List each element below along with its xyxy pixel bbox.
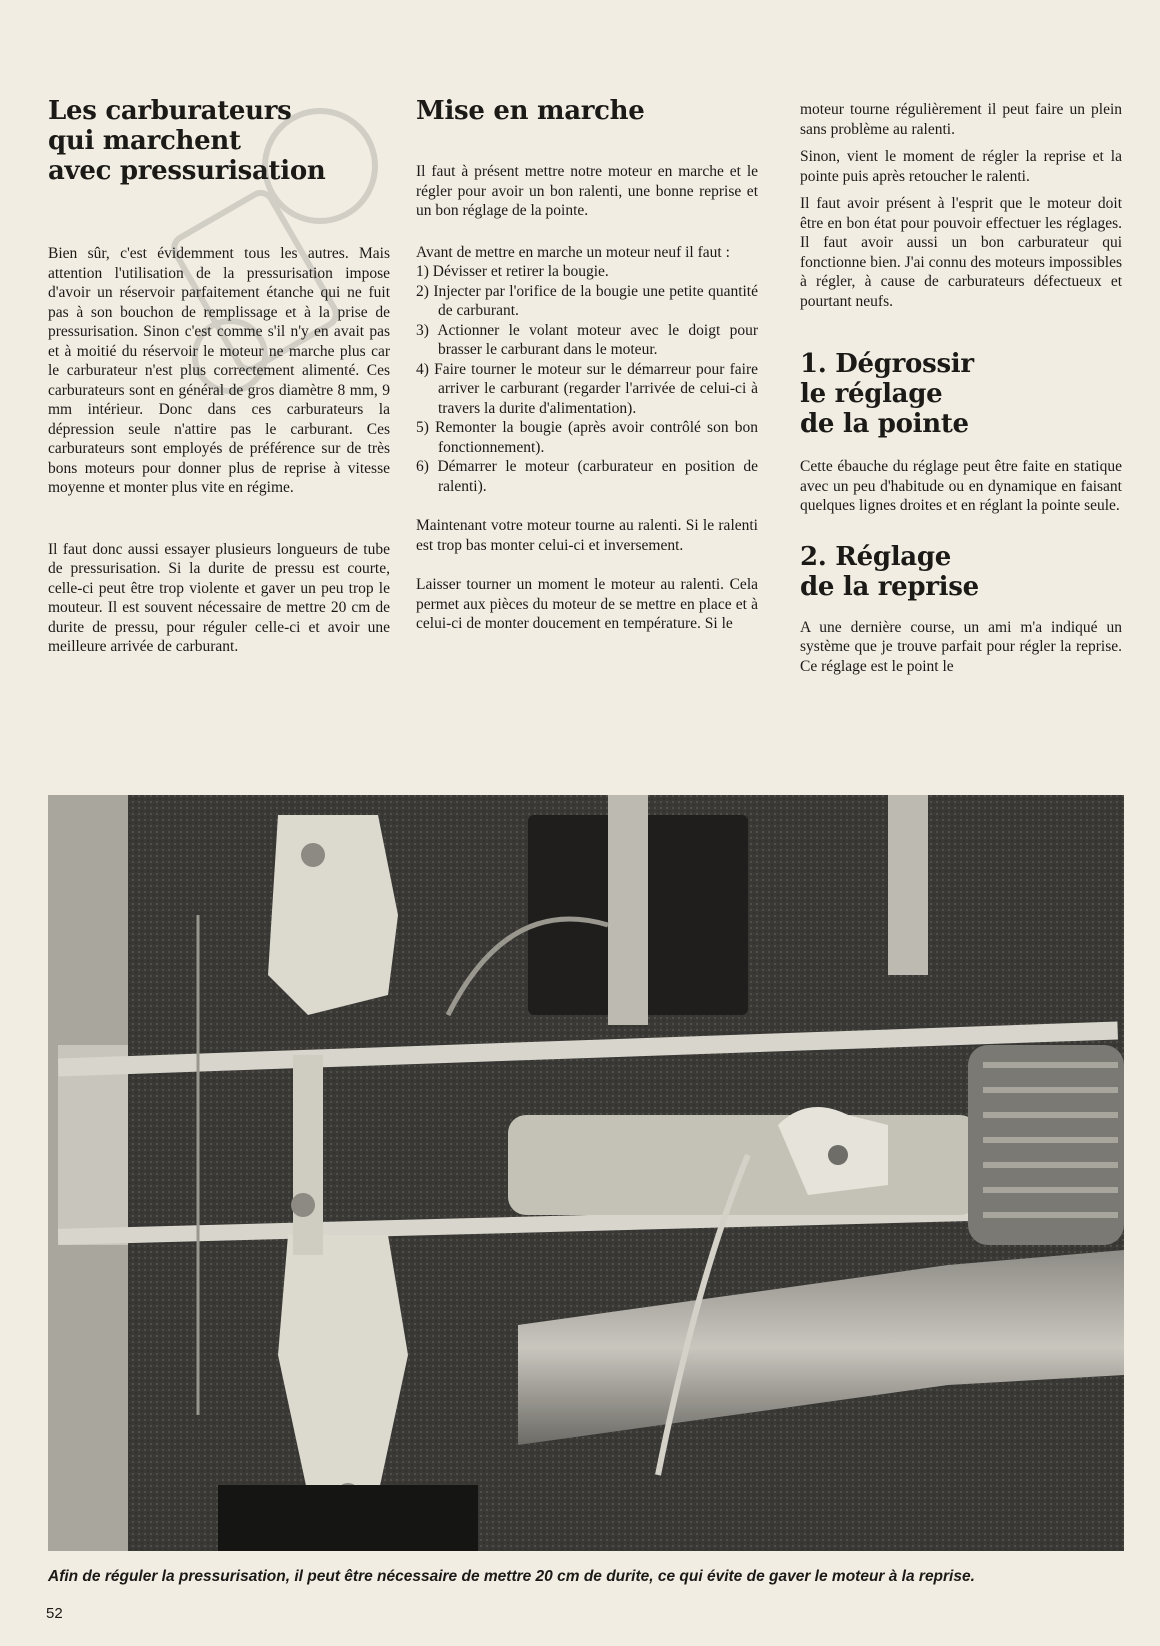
paragraph: Bien sûr, c'est évidemment tous les autres. Mais attention l'utilisation de la pressurisation impose d'avoir un réservoir parfaitement étanche qui ne fuit pas à son bouchon de remplissage et à la prise de pressurisation. Sinon c'est comme s'il n'y en avait pas et à moitié du réservoir le moteur ne marche plus car le carburateur n'est plus correctement alimenté. Ces carburateurs sont en général de gros diamètre 8 mm, 9 mm intérieur. Donc dans ces carburateurs la dépression seule n'attire pas le carburant. Ces carburateurs sont employés de préférence sur de très bons moteurs pour donner plus de reprise à vitesse moyenne et monter plus vite en régime.: [48, 245, 390, 496]
paragraph: Cette ébauche du réglage peut être faite en statique avec un peu d'habitude ou en dynamique en faisant quelques lignes droites et en réglant la pointe seule.: [800, 458, 1122, 514]
page-number: 52: [46, 1605, 63, 1622]
paragraph: Il faut à présent mettre notre moteur en marche et le régler pour avoir un bon ralenti, une bonne reprise et un bon réglage de la pointe.: [416, 163, 758, 219]
list-item: 3) Actionner le volant moteur avec le doigt pour brasser le carburant dans le moteur.: [416, 321, 758, 358]
paragraph: Il faut donc aussi essayer plusieurs longueurs de tube de pressurisation. Si la durite de pressu est courte, celle-ci peut être trop violente et gaver un peu trop le mouteur. Il est souvent nécessaire de mettre 20 cm de durite de pressu, pour réguler celle-ci et avoir une meilleure arrivée de carburant.: [48, 540, 390, 655]
photo-caption: Afin de réguler la pressurisation, il peut être nécessaire de mettre 20 cm de durite, ce qui évite de gaver le moteur à la reprise.: [48, 1568, 975, 1585]
paragraph: moteur tourne régulièrement il peut faire un plein sans problème au ralenti.: [800, 101, 1122, 138]
column-1: [48, 96, 390, 657]
list-item: 4) Faire tourner le moteur sur le démarreur pour faire arriver le carburant (regarder l'arrivée de celui-ci à travers la durite d'alimentation).: [416, 360, 758, 417]
paragraph: A une dernière course, un ami m'a indiqué un système que je trouve parfait pour régler la reprise. Ce réglage est le point le: [800, 618, 1122, 675]
paragraph: Sinon, vient le moment de régler la reprise et la pointe puis après retoucher le ralenti.: [800, 148, 1122, 185]
list-item: 5) Remonter la bougie (après avoir contrôlé son bon fonctionnement).: [416, 419, 758, 456]
list-item: 6) Démarrer le moteur (carburateur en position de ralenti).: [416, 458, 758, 495]
paragraph: Laisser tourner un moment le moteur au ralenti. Cela permet aux pièces du moteur de se mettre en place et à celui-ci de monter doucement en température. Si le: [416, 576, 758, 632]
steps-list: [416, 262, 758, 496]
column-3: [800, 100, 1122, 676]
heading-reglage-reprise: 2. Réglage de la reprise: [800, 541, 979, 602]
heading-mise-en-marche: Mise en marche: [416, 96, 645, 126]
paragraph: Il faut avoir présent à l'esprit que le moteur doit être en bon état pour pouvoir effectuer les réglages. Il faut avoir aussi un bon carburateur qui fonctionne bien. J'ai connu des moteurs impossibles à régler, à cause de carburateurs défectueux et pourtant neufs.: [800, 195, 1122, 310]
chassis-photo-illustration: [48, 795, 1124, 1551]
list-item: 1) Dévisser et retirer la bougie.: [416, 263, 609, 280]
paragraph: Maintenant votre moteur tourne au ralenti. Si le ralenti est trop bas monter celui-ci et inversement.: [416, 517, 758, 554]
heading-degrossir: 1. Dégrossir le réglage de la pointe: [800, 349, 974, 439]
list-item: 2) Injecter par l'orifice de la bougie une petite quantité de carburant.: [416, 282, 758, 319]
chassis-photo: [48, 795, 1124, 1551]
column-2: [416, 96, 758, 634]
heading-carburateurs: Les carburateurs qui marchent avec pressurisation: [48, 96, 326, 186]
paragraph: Avant de mettre en marche un moteur neuf il faut :: [416, 243, 730, 261]
